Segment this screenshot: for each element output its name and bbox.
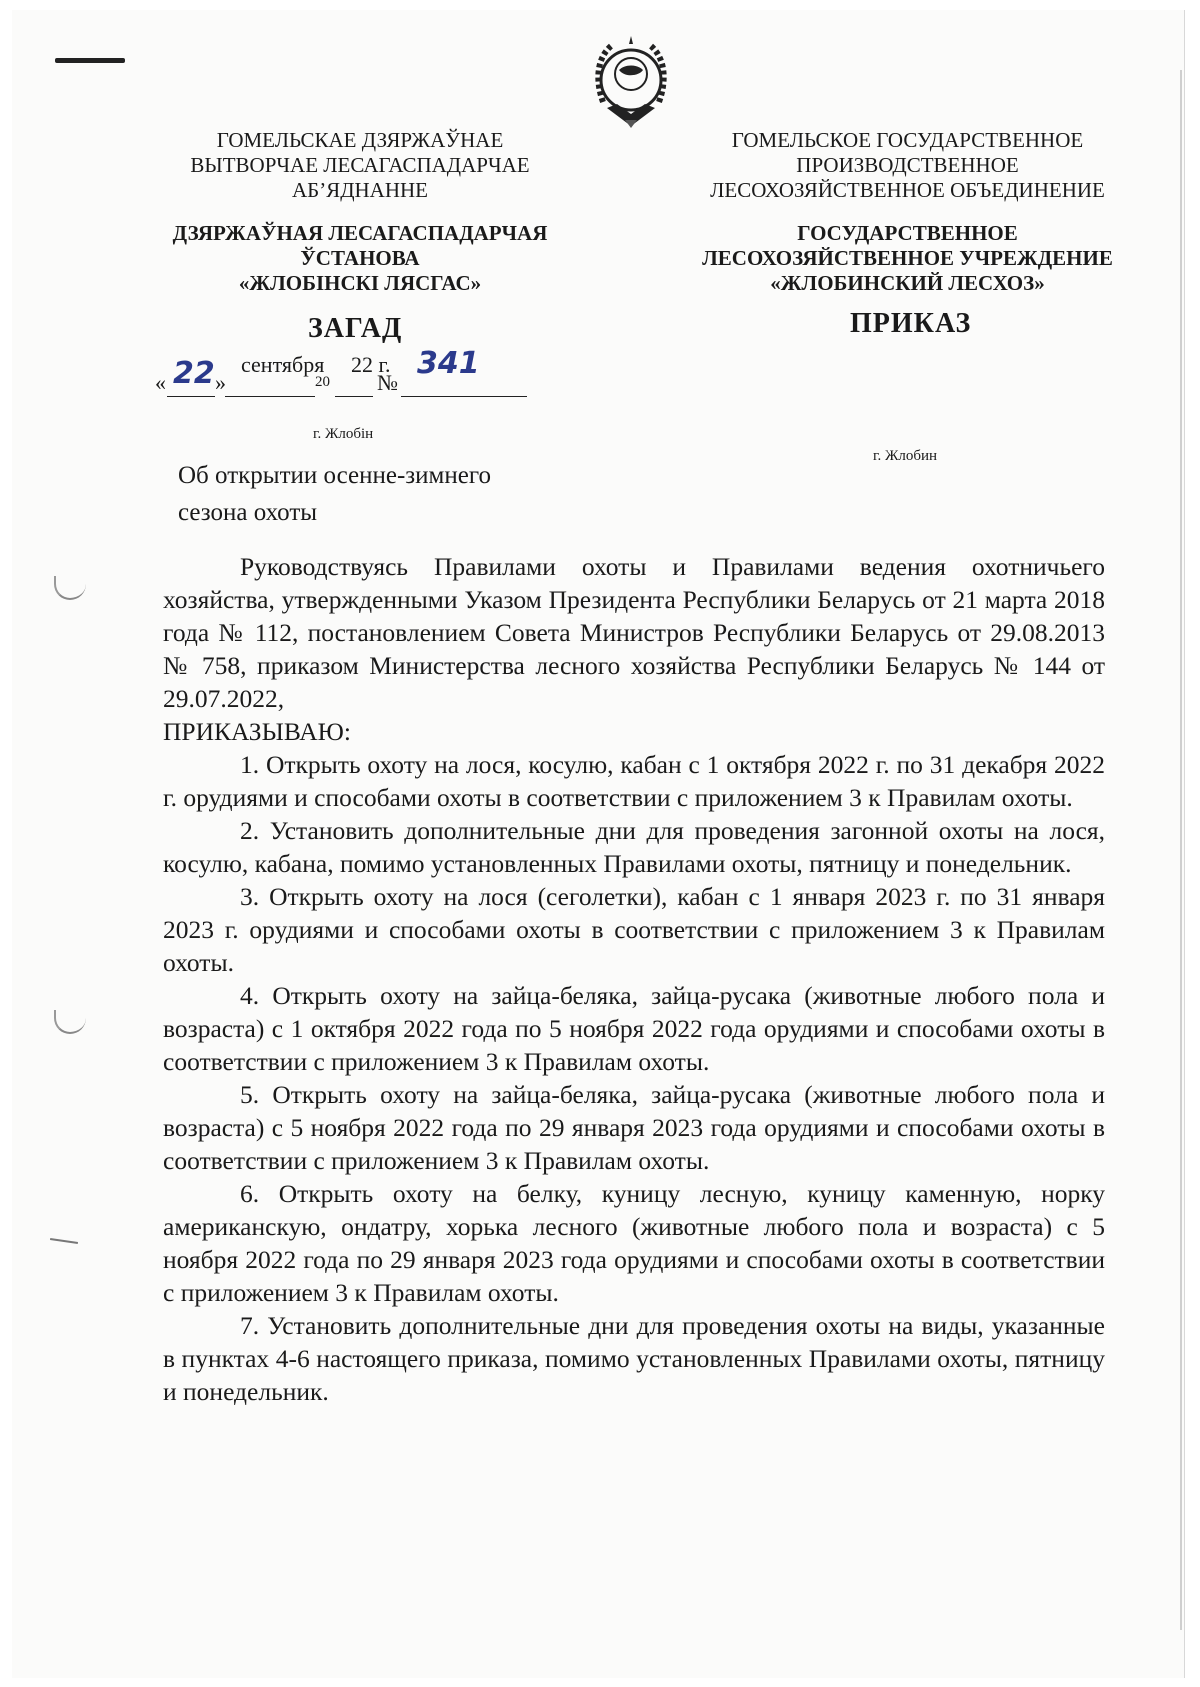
punch-hole [54,1010,86,1034]
header-line: «ЖЛОБІНСКІ ЛЯСГАС» [238,271,482,295]
order-item: 1. Открыть охоту на лося, косулю, кабан с 1 октября 2022 г. по 31 декабря 2022 г. орудиями и способами охоты в соответствии с приложением 3 к Правилам охоты. [163,750,1105,812]
scan-mark [50,1238,78,1244]
date-day-handwritten: 22 [173,356,215,391]
order-item: 2. Установить дополнительные дни для проведения загонной охоты на лося, косулю, кабана, помимо установленных Правилами охоты, пятницу и понедельник. [163,816,1105,878]
date-century: 20 [315,374,330,390]
header-line: ВЫТВОРЧАЕ ЛЕСАГАСПАДАРЧАЕ [190,153,530,177]
coat-of-arms-icon [585,30,677,132]
header-line: ГОСУДАРСТВЕННОЕ [797,221,1018,245]
header-line: ЛЕСОХОЗЯЙСТВЕННОЕ УЧРЕЖДЕНИЕ [702,246,1113,270]
header-line: ДЗЯРЖАЎНАЯ ЛЕСАГАСПАДАРЧАЯ [172,221,548,245]
header-line: «ЖЛОБИНСКИЙ ЛЕСХОЗ» [770,271,1045,295]
order-item: 5. Открыть охоту на зайца-беляка, зайца-русака (животные любого пола и возраста) с 5 ноября 2022 года по 29 января 2023 года орудиями и способами охоты в соответствии с приложением 3 к Правилам охоты. [163,1080,1105,1175]
order-item: 6. Открыть охоту на белку, куницу лесную, куницу каменную, норку американскую, ондатру, хорька лесного (животные любого пола и возраста) с 5 ноября 2022 года по 29 января 2023 года орудиями и способами охоты в соответствии с приложением 3 к Правилам охоты. [163,1179,1105,1307]
header-right-russian [690,128,1125,296]
date-month: сентября [241,352,325,377]
header-line: ГОМЕЛЬСКОЕ ГОСУДАРСТВЕННОЕ [731,128,1084,152]
header-line: ГОМЕЛЬСКАЕ ДЗЯРЖАЎНАЕ [216,128,504,152]
doc-kind-russian: ПРИКАЗ [850,308,972,339]
order-date-number [155,346,585,402]
header-line: ЛЕСОХОЗЯЙСТВЕННОЕ ОБЪЕДИНЕНИЕ [710,178,1105,202]
doc-kind-belarusian: ЗАГАД [308,313,403,344]
order-subject [178,457,598,531]
margin-line [1180,70,1182,1630]
header-line: АБ’ЯДНАННЕ [291,178,429,202]
subject-line: Об открытии осенне-зимнего [178,462,491,489]
date-quote-close: » [215,370,226,395]
order-item: 7. Установить дополнительные дни для проведения охоты на виды, указанные в пунктах 4-6 настоящего приказа, помимо установленных Правилами охоты, пятницу и понедельник. [163,1311,1105,1406]
header-left-belarusian [150,128,570,296]
date-quote-open: « [155,370,166,395]
order-number-handwritten: 341 [417,346,480,381]
preamble: Руководствуясь Правилами охоты и Правилами ведения охотничьего хозяйства, утвержденными Указом Президента Республики Беларусь от 21 марта 2018 года № 112, постановлением Совета Министров Республики Беларусь от 29.08.2013 № 758, приказом Министерства лесного хозяйства Республики Беларусь № 144 от 29.07.2022, [163,552,1105,713]
header-line: ЎСТАНОВА [300,246,420,270]
punch-hole [54,576,86,600]
order-body [163,550,1105,1408]
number-sign: № [377,370,398,395]
place-russian: г. Жлобин [873,448,938,464]
order-item: 3. Открыть охоту на лося (сеголетки), кабан с 1 января 2023 г. по 31 января 2023 г. орудиями и способами охоты в соответствии с приложением 3 к Правилам охоты. [163,882,1105,977]
header-line: ПРОИЗВОДСТВЕННОЕ [796,153,1019,177]
date-year: 22 г. [351,352,391,377]
scan-mark [55,58,125,63]
order-item: 4. Открыть охоту на зайца-беляка, зайца-русака (животные любого пола и возраста) с 1 октября 2022 года по 5 ноября 2022 года орудиями и способами охоты в соответствии с приложением 3 к Правилам охоты. [163,981,1105,1076]
place-belarusian: г. Жлобін [313,426,374,442]
subject-line: сезона охоты [178,499,318,526]
order-word: ПРИКАЗЫВАЮ: [163,717,351,746]
